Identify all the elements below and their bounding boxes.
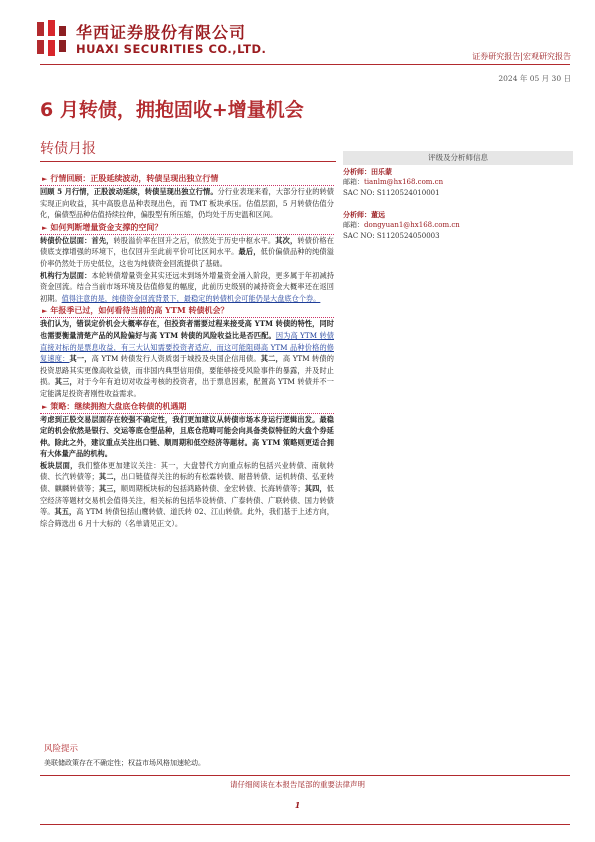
footer-divider	[40, 775, 570, 776]
section-heading-incremental-funds: ► 如何判断增量资金支撑的空间？	[40, 221, 334, 235]
legal-notice: 请仔细阅读在本报告尾部的重要法律声明	[230, 780, 365, 789]
bottom-divider	[40, 824, 570, 825]
risk-heading: 风险提示	[44, 744, 79, 754]
analyst-info-header: 评级及分析师信息	[343, 151, 573, 165]
company-logo-icon	[37, 20, 67, 56]
risk-text: 美联储政策存在不确定性；权益市场风格加速轮动。	[44, 759, 205, 767]
analyst-info-panel	[343, 166, 573, 242]
email-label: 邮箱：	[343, 221, 364, 229]
section-heading-high-ytm: ► 年报季已过，如何看待当前的高 YTM 转债机会？	[40, 304, 334, 318]
section-paragraph: 转债价位层面：首先，转股溢价率在回升之后，依然处于历史中枢水平。其次，转债价格在债底支撑增强的环境下，也仅回升至此前平价可比区间水平。最后，低价偏债品种的纯债溢价率仍然处于历史低位，这也为纯债资金回流提供了基础。	[40, 235, 334, 268]
bullet-arrow-icon: ►	[42, 174, 48, 183]
bullet-arrow-icon: ►	[42, 401, 48, 411]
company-name-cn: 华西证券股份有限公司	[76, 23, 247, 42]
header-divider	[40, 64, 570, 65]
analyst-email-link[interactable]: dongyuan1@hx168.com.cn	[364, 221, 460, 229]
analyst-name: 分析师：董远	[343, 210, 385, 219]
report-date: 2024 年 05 月 30 日	[498, 74, 571, 83]
summary-column	[40, 172, 334, 529]
report-subtitle: 转债月报	[40, 141, 96, 157]
company-name-en: HUAXI SECURITIES CO.,LTD.	[76, 42, 267, 56]
analyst-email-line	[343, 220, 573, 231]
section-paragraph: 我们认为，错误定价机会大概率存在，但投资者需要过程来接受高 YTM 转债的特性，同时也需要衡量清楚产品的风险偏好与高 YTM 转债的风险收益比是否匹配。因为高 YTM 转债直接对标的是票息收益，有三大认知需要投资者适应，而这可能阻碍高 YTM 品种价格的修复速度：其一，高 YTM 转债发行人资质弱于城投及央国企信用债。其二，高 YTM 转债的投资思路其实更像高收益债，而非国内典型信用债，要能够接受风险事件的暴露，并及时止损。其三，对于今年有迫切对收益考核的投资者，出于票息因素，配置高 YTM 转债并不一定能满足投资者刚性收益需求。	[40, 319, 334, 398]
report-title: 6 月转债，拥抱固收+增量机会	[40, 99, 304, 121]
analyst-email-line	[343, 177, 573, 188]
section-heading-strategy: ► 策略：继续拥抱大盘底仓转债的机遇期	[40, 400, 334, 414]
analyst-email-link[interactable]: tianlm@hx168.com.cn	[364, 178, 444, 186]
bullet-arrow-icon: ►	[42, 222, 48, 232]
analyst-sac: SAC NO: S1120524010001	[343, 189, 440, 197]
analyst-sac: SAC NO: S1120524050003	[343, 232, 440, 240]
section-paragraph: 考虑到正股交易层面存在较强不确定性，我们更加建议从转债市场本身运行逻辑出发。最稳定的机会依然是银行、交运等底仓型品种，且底仓范畴可能会向具备类似特征的大盘个券延伸。除此之外，建议重点关注出口链、顺周期和低空经济等题材。高 YTM 策略则更适合拥有大体量产品的机构。	[40, 414, 334, 459]
page-number: 1	[294, 800, 301, 810]
section-paragraph: 机构行为层面：本轮转债增量资金其实还远未到场外增量资金涌入阶段，更多属于年初减持资金回流。结合当前市场环境及估值修复的幅度，此前历史级别的减持资金大概率还在返回初期。值得注意的是，纯债资金回流背景下，最稳定的转债机会可能仍是大盘底仓个券。	[40, 270, 334, 303]
email-label: 邮箱：	[343, 178, 364, 186]
analyst-name: 分析师：田乐蒙	[343, 167, 392, 176]
section-heading-market-review: ► 行情回顾：正股延续波动，转债呈现出独立行情	[40, 172, 334, 186]
bullet-arrow-icon: ►	[42, 306, 48, 316]
section-paragraph: 板块层面，我们整体更加建议关注：其一，大盘替代方向重点标的包括兴业转债、南航转债、长汽转债等；其二，出口链值得关注的标的有松霖转债、耐普转债、运机转债、弘亚转债、麒麟转债等；其三，顺周期板块标的包括鸿路转债、金宏转债、长海转债等；其四，低空经济等题材交易机会值得关注，相关标的包括华设转债、广泰转债、广联转债、国力转债等。其五，高 YTM 转债包括山鹰转债、道氏转 02、江山转债。此外，我们基于上述方向，综合筛选出 6 月十大标的（名单请见正文）。	[40, 460, 334, 528]
subtitle-divider	[40, 161, 336, 162]
section-paragraph: 回顾 5 月行情，正股波动延续，转债呈现出独立行情。分行业表现来看，大部分行业的转债实现正向收益，其中高股息品种表现出色，而 TMT 板块承压。估值层面，5 月转债估值分化，偏债型品种估值持续拉伸，偏股型有所压缩，仍均处于历史温和区间。	[40, 187, 334, 220]
report-type-tags: 证券研究报告|宏观研究报告	[472, 52, 571, 61]
